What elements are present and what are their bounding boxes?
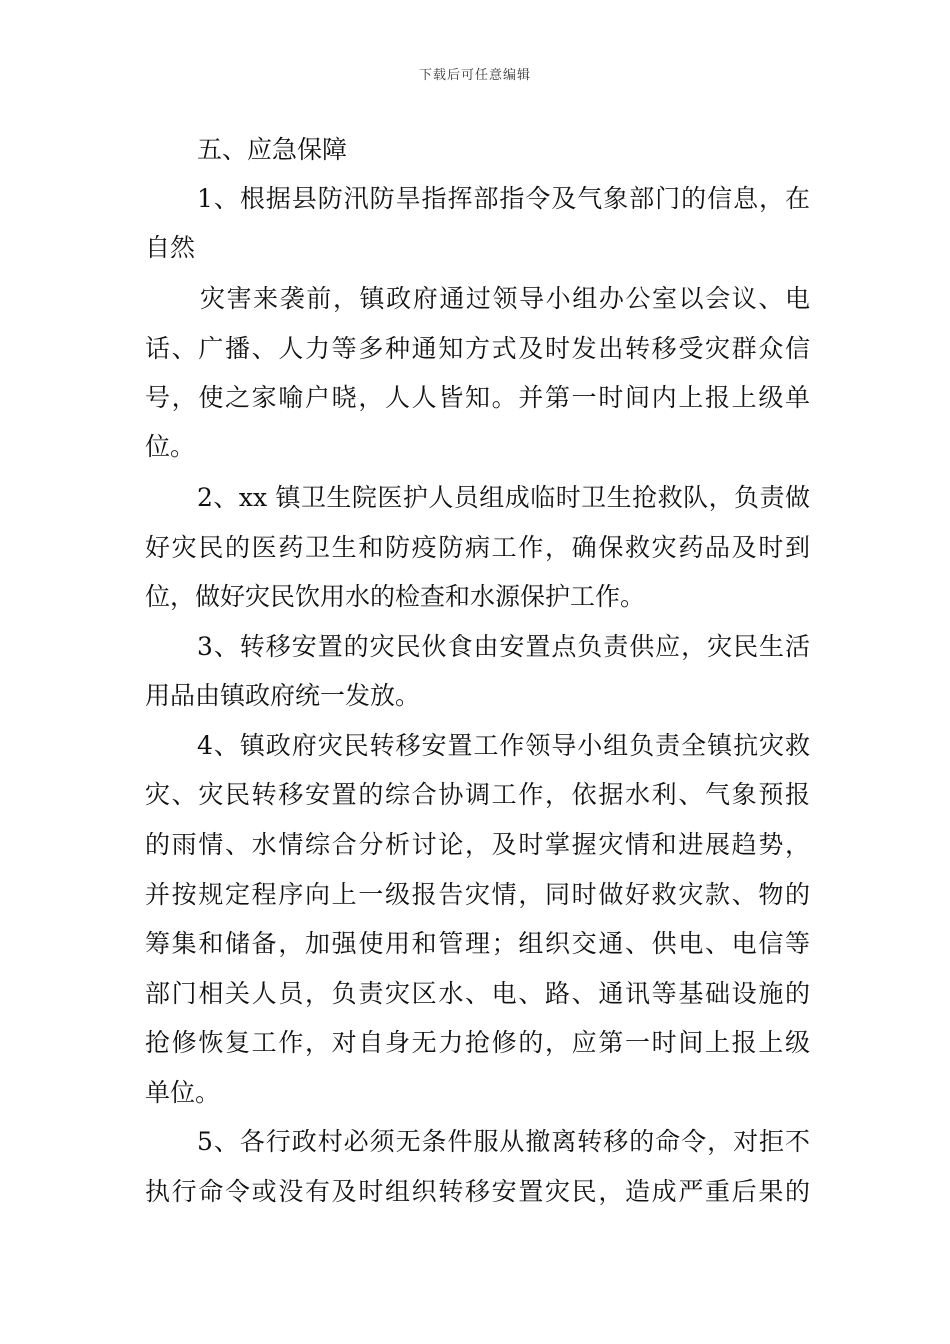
section-title: 五、应急保障 <box>197 135 348 164</box>
paragraph-line: 执行命令或没有及时组织转移安置灾民，造成严重后果的 <box>145 1177 810 1206</box>
paragraph-line: 自然 <box>145 233 196 262</box>
paragraph-line: 并按规定程序向上一级报告灾情，同时做好救灾款、物的 <box>145 880 810 909</box>
paragraph-line: 号，使之家喻户晓，人人皆知。并第一时间内上报上级单 <box>145 383 810 412</box>
paragraph-line: 的雨情、水情综合分析讨论，及时掌握灾情和进展趋势， <box>145 830 810 859</box>
paragraph-line: 5、各行政村必须无条件服从撤离转移的命令，对拒不 <box>197 1127 810 1156</box>
paragraph-line: 灾、灾民转移安置的综合协调工作，依据水利、气象预报 <box>145 780 810 809</box>
paragraph-line: 单位。 <box>145 1078 221 1107</box>
paragraph-line: 好灾民的医药卫生和防疫防病工作，确保救灾药品及时到 <box>145 533 810 562</box>
paragraph-line: 1、根据县防汛防旱指挥部指令及气象部门的信息，在 <box>197 184 810 213</box>
paragraph-line: 部门相关人员，负责灾区水、电、路、通讯等基础设施的 <box>145 979 810 1008</box>
paragraph-line: 用品由镇政府统一发放。 <box>145 681 421 710</box>
paragraph-line: 3、转移安置的灾民伙食由安置点负责供应，灾民生活 <box>197 632 810 661</box>
paragraph-line: 灾害来袭前，镇政府通过领导小组办公室以会议、电 <box>200 284 810 313</box>
header-note: 下载后可任意编辑 <box>418 68 531 83</box>
paragraph-line: 位。 <box>145 432 196 461</box>
paragraph-line: 抢修恢复工作，对自身无力抢修的，应第一时间上报上级 <box>145 1028 810 1057</box>
paragraph-line: 4、镇政府灾民转移安置工作领导小组负责全镇抗灾救 <box>197 731 810 760</box>
paragraph-line: 2、xx 镇卫生院医护人员组成临时卫生抢救队，负责做 <box>197 483 810 512</box>
paragraph-line: 位，做好灾民饮用水的检查和水源保护工作。 <box>145 582 646 611</box>
paragraph-line: 话、广播、人力等多种通知方式及时发出转移受灾群众信 <box>145 334 810 363</box>
paragraph-line: 筹集和储备，加强使用和管理；组织交通、供电、电信等 <box>145 929 810 958</box>
